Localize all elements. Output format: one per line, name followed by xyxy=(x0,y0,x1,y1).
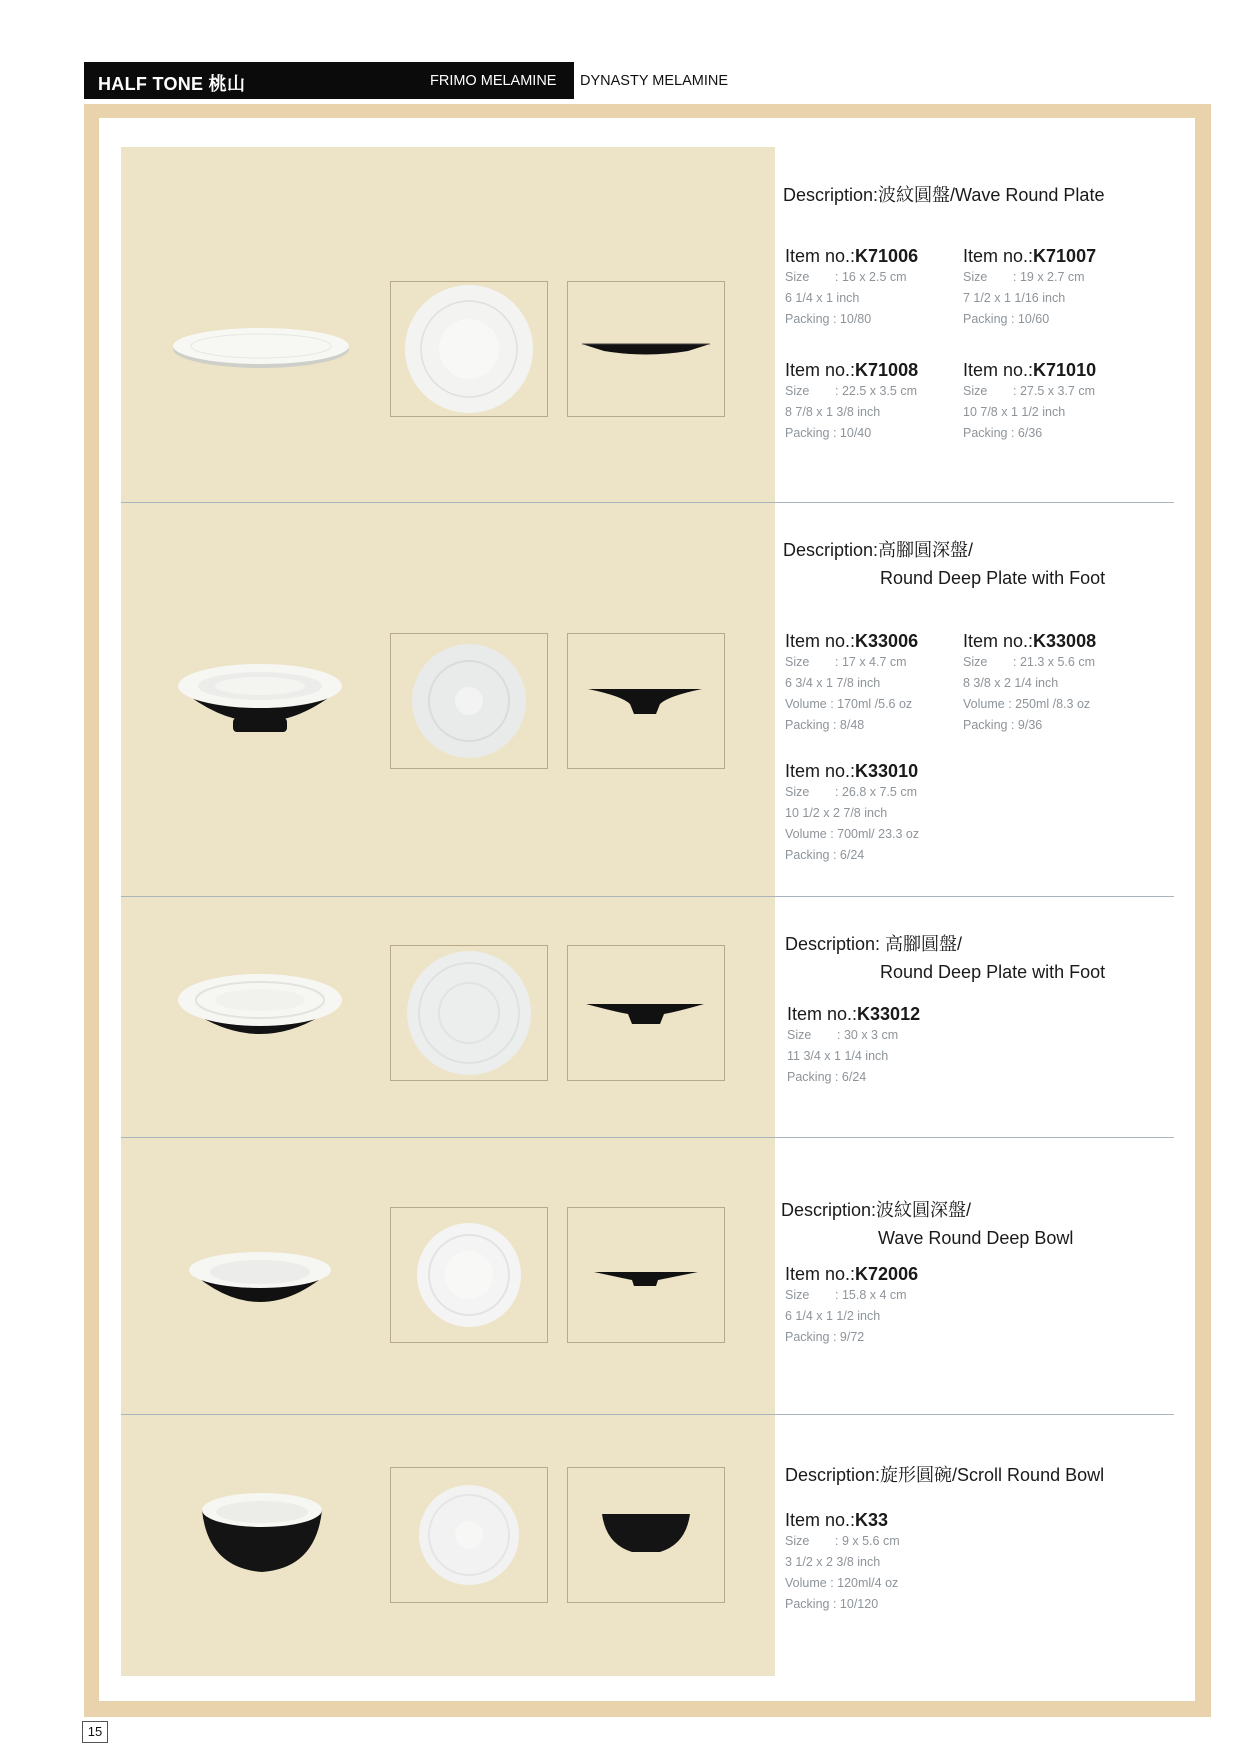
item-card-k71006: Item no.:K71006 Size : 16 x 2.5 cm 6 1/4 x 1 inch Packing : 10/80 xyxy=(785,246,919,326)
item-card-k33: Item no.:K33 Size : 9 x 5.6 cm 3 1/2 x 2 3/8 inch Volume : 120ml/4 oz Packing : 10/120 xyxy=(785,1510,900,1611)
product-description: Description:高腳圓深盤/ Round Deep Plate with Foot xyxy=(783,540,1106,588)
deep-plate-foot-photo xyxy=(175,660,345,740)
item-card-k33010: Item no.:K33010 Size : 26.8 x 7.5 cm 10 1/2 x 2 7/8 inch Volume : 700ml/ 23.3 oz Packing : 6/24 xyxy=(785,761,920,862)
wave-plate-top-view xyxy=(390,281,548,417)
item-card-k33012: Item no.:K33012 Size : 30 x 3 cm 11 3/4 x 1 1/4 inch Packing : 6/24 xyxy=(787,1004,921,1084)
foot-plate-profile-view xyxy=(567,945,725,1081)
item-card-k71007: Item no.:K71007 Size : 19 x 2.7 cm 7 1/2 x 1 1/16 inch Packing : 10/60 xyxy=(963,246,1097,326)
item-card-k71010: Item no.:K71010 Size : 27.5 x 3.7 cm 10 7/8 x 1 1/2 inch Packing : 6/36 xyxy=(963,360,1097,440)
item-card-k71008: Item no.:K71008 Size : 22.5 x 3.5 cm 8 7/8 x 1 3/8 inch Packing : 10/40 xyxy=(785,360,919,440)
foot-plate-photo xyxy=(175,970,345,1050)
item-code: K33012 xyxy=(857,1004,921,1024)
foot-plate-top-view xyxy=(390,945,548,1081)
item-card-k33008: Item no.:K33008 Size : 21.3 x 5.6 cm 8 3/8 x 2 1/4 inch Volume : 250ml /8.3 oz Packing : 9/36 xyxy=(963,631,1097,732)
wave-plate-photo xyxy=(170,322,352,372)
scroll-bowl-profile-view xyxy=(567,1467,725,1603)
item-code: K71008 xyxy=(855,360,919,380)
tab-dynasty-melamine[interactable]: DYNASTY MELAMINE xyxy=(580,73,728,89)
wave-bowl-profile-view xyxy=(567,1207,725,1343)
item-code: K33 xyxy=(855,1510,889,1530)
row-divider xyxy=(121,1414,1174,1415)
scroll-bowl-photo xyxy=(198,1490,326,1576)
item-code: K33006 xyxy=(855,631,919,651)
item-code: K33010 xyxy=(855,761,919,781)
scroll-bowl-top-view xyxy=(390,1467,548,1603)
item-card-k33006: Item no.:K33006 Size : 17 x 4.7 cm 6 3/4 x 1 7/8 inch Volume : 170ml /5.6 oz Packing : 8/48 xyxy=(785,631,919,732)
item-code: K71006 xyxy=(855,246,919,266)
product-description: Description: 高腳圓盤/ Round Deep Plate with Foot xyxy=(785,934,1106,982)
product-description: Description:波紋圓盤/Wave Round Plate xyxy=(783,185,1105,205)
item-code: K72006 xyxy=(855,1264,919,1284)
row-divider xyxy=(121,502,1174,503)
item-code: K71007 xyxy=(1033,246,1097,266)
page-number: 15 xyxy=(82,1721,108,1743)
wave-bowl-top-view xyxy=(390,1207,548,1343)
product-description: Description:波紋圓深盤/ Wave Round Deep Bowl xyxy=(781,1200,1074,1248)
row-divider xyxy=(121,1137,1174,1138)
product-description: Description:旋形圓碗/Scroll Round Bowl xyxy=(785,1465,1105,1485)
wave-bowl-photo xyxy=(185,1248,335,1318)
deep-plate-foot-profile-view xyxy=(567,633,725,769)
deep-plate-foot-top-view xyxy=(390,633,548,769)
brand-title: HALF TONE 桃山 xyxy=(98,74,246,94)
row-divider xyxy=(121,896,1174,897)
item-code: K33008 xyxy=(1033,631,1097,651)
item-card-k72006: Item no.:K72006 Size : 15.8 x 4 cm 6 1/4 x 1 1/2 inch Packing : 9/72 xyxy=(785,1264,919,1344)
wave-plate-profile-view xyxy=(567,281,725,417)
item-code: K71010 xyxy=(1033,360,1097,380)
tab-frimo-melamine[interactable]: FRIMO MELAMINE xyxy=(430,73,557,89)
